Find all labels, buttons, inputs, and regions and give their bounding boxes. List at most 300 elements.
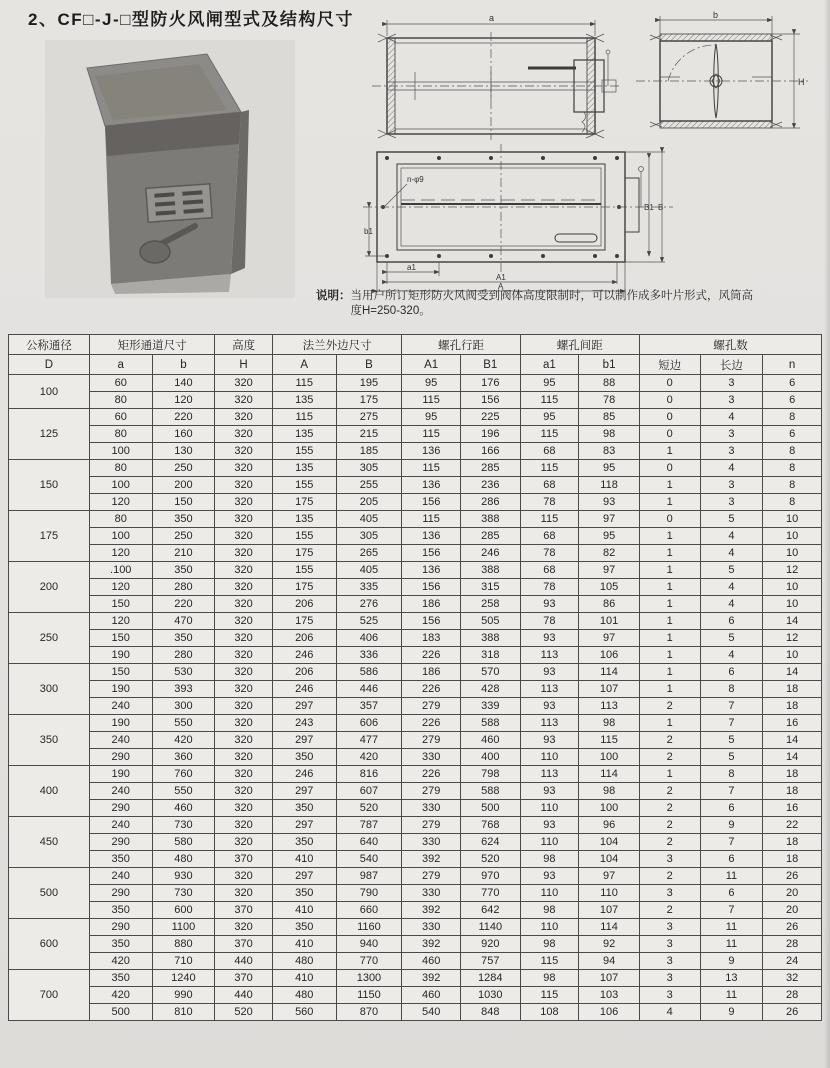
cell-value: 115 — [579, 732, 640, 749]
cell-value: 240 — [89, 698, 152, 715]
cell-value: 120 — [89, 579, 152, 596]
cell-value: 136 — [402, 443, 461, 460]
cell-value: 10 — [763, 647, 822, 664]
table-row — [9, 919, 822, 936]
table-row — [9, 664, 822, 681]
cell-value: 357 — [336, 698, 402, 715]
cell-value: 320 — [215, 460, 273, 477]
cell-value: 200 — [152, 477, 215, 494]
cell-value: 480 — [272, 987, 336, 1004]
cell-value: 101 — [579, 613, 640, 630]
cell-value: 1030 — [460, 987, 520, 1004]
cell-diameter: 600 — [9, 919, 90, 970]
cell-value: 115 — [520, 426, 579, 443]
cell-value: 226 — [402, 681, 461, 698]
cell-value: 2 — [639, 698, 700, 715]
col-B: B — [336, 355, 402, 375]
cell-value: 68 — [520, 562, 579, 579]
cell-value: 155 — [272, 443, 336, 460]
cell-value: 1 — [639, 664, 700, 681]
cell-value: 286 — [460, 494, 520, 511]
table-row — [9, 596, 822, 613]
cell-value: 320 — [215, 375, 273, 392]
cell-value: 276 — [336, 596, 402, 613]
cell-value: 588 — [460, 715, 520, 732]
cell-value: 104 — [579, 851, 640, 868]
cell-value: 406 — [336, 630, 402, 647]
cell-value: 215 — [336, 426, 402, 443]
cell-value: 94 — [579, 953, 640, 970]
table-row — [9, 953, 822, 970]
cell-value: 1 — [639, 443, 700, 460]
cell-value: 3 — [700, 443, 763, 460]
table-row — [9, 426, 822, 443]
note-line-1: 当用户所订矩形防火风阀受到阀体高度限制时，可以制作成多叶片形式，风筒高 — [350, 290, 753, 302]
cell-value: 2 — [639, 732, 700, 749]
cell-value: 175 — [272, 494, 336, 511]
cell-value: 113 — [520, 681, 579, 698]
cell-value: 98 — [579, 783, 640, 800]
cell-value: 155 — [272, 477, 336, 494]
cell-value: 183 — [402, 630, 461, 647]
cell-value: 3 — [700, 392, 763, 409]
cell-value: 3 — [700, 375, 763, 392]
cell-value: 5 — [700, 511, 763, 528]
cell-value: 68 — [520, 443, 579, 460]
cell-diameter: 350 — [9, 715, 90, 766]
col-long-side: 长边 — [700, 355, 763, 375]
table-row — [9, 1004, 822, 1021]
cell-value: 370 — [215, 851, 273, 868]
cell-value: 588 — [460, 783, 520, 800]
cell-value: 246 — [272, 766, 336, 783]
table-row — [9, 579, 822, 596]
cell-value: 460 — [402, 987, 461, 1004]
cell-value: 18 — [763, 766, 822, 783]
table-body — [9, 375, 822, 1021]
cell-value: 0 — [639, 426, 700, 443]
cell-value: 78 — [520, 494, 579, 511]
cell-value: 7 — [700, 698, 763, 715]
cell-value: 97 — [579, 562, 640, 579]
cell-value: 388 — [460, 511, 520, 528]
cell-value: 246 — [272, 647, 336, 664]
cell-value: 0 — [639, 375, 700, 392]
cell-value: 370 — [215, 936, 273, 953]
cell-value: 350 — [89, 936, 152, 953]
cell-value: 16 — [763, 715, 822, 732]
cell-value: 206 — [272, 664, 336, 681]
cell-value: 140 — [152, 375, 215, 392]
cell-value: 176 — [460, 375, 520, 392]
cell-value: 136 — [402, 528, 461, 545]
cell-value: 7 — [700, 715, 763, 732]
cell-value: 110 — [579, 885, 640, 902]
cell-value: 28 — [763, 936, 822, 953]
cell-value: 350 — [152, 511, 215, 528]
cell-value: 297 — [272, 817, 336, 834]
cell-value: 14 — [763, 613, 822, 630]
cell-value: 95 — [402, 375, 461, 392]
cell-value: 300 — [152, 698, 215, 715]
cell-value: 3 — [639, 919, 700, 936]
cell-value: 810 — [152, 1004, 215, 1021]
cell-value: 98 — [520, 902, 579, 919]
cell-value: 768 — [460, 817, 520, 834]
cell-value: 525 — [336, 613, 402, 630]
cell-value: 110 — [520, 834, 579, 851]
cell-value: 297 — [272, 698, 336, 715]
dimension-table — [8, 334, 822, 1021]
cell-value: 258 — [460, 596, 520, 613]
cell-value: .100 — [89, 562, 152, 579]
cell-value: 550 — [152, 783, 215, 800]
cell-value: 393 — [152, 681, 215, 698]
cell-value: 97 — [579, 868, 640, 885]
cell-value: 279 — [402, 783, 461, 800]
cell-value: 1 — [639, 647, 700, 664]
cell-value: 190 — [89, 647, 152, 664]
cell-value: 156 — [460, 392, 520, 409]
front-view-drawing — [363, 144, 673, 299]
cell-value: 265 — [336, 545, 402, 562]
cell-value: 6 — [700, 851, 763, 868]
cell-value: 5 — [700, 630, 763, 647]
cell-value: 305 — [336, 528, 402, 545]
cell-value: 225 — [460, 409, 520, 426]
cell-value: 0 — [639, 392, 700, 409]
cell-value: 520 — [460, 851, 520, 868]
cell-value: 275 — [336, 409, 402, 426]
cell-value: 100 — [579, 749, 640, 766]
cell-value: 18 — [763, 783, 822, 800]
table-row — [9, 647, 822, 664]
cell-value: 480 — [152, 851, 215, 868]
dim-b1-label: b1 — [364, 227, 373, 236]
cell-value: 0 — [639, 460, 700, 477]
cell-value: 120 — [152, 392, 215, 409]
cell-value: 106 — [579, 1004, 640, 1021]
cell-value: 18 — [763, 698, 822, 715]
cell-value: 1 — [639, 766, 700, 783]
cell-value: 11 — [700, 936, 763, 953]
cell-value: 279 — [402, 817, 461, 834]
cell-value: 280 — [152, 579, 215, 596]
cell-value: 150 — [89, 664, 152, 681]
cell-value: 120 — [89, 494, 152, 511]
cell-value: 370 — [215, 902, 273, 919]
cell-value: 8 — [700, 766, 763, 783]
cell-value: 330 — [402, 800, 461, 817]
cell-value: 500 — [89, 1004, 152, 1021]
cell-value: 7 — [700, 902, 763, 919]
cell-value: 816 — [336, 766, 402, 783]
col-b1: b1 — [579, 355, 640, 375]
table-row — [9, 987, 822, 1004]
cell-value: 93 — [520, 817, 579, 834]
cell-value: 82 — [579, 545, 640, 562]
cell-value: 95 — [579, 528, 640, 545]
cell-value: 440 — [215, 953, 273, 970]
table-row — [9, 868, 822, 885]
cell-value: 1 — [639, 715, 700, 732]
cell-value: 1160 — [336, 919, 402, 936]
cell-value: 8 — [763, 477, 822, 494]
cell-value: 2 — [639, 783, 700, 800]
header-sub-row — [9, 355, 822, 375]
cell-value: 240 — [89, 817, 152, 834]
cell-value: 115 — [520, 511, 579, 528]
cell-value: 6 — [763, 426, 822, 443]
cell-value: 107 — [579, 970, 640, 987]
cell-value: 520 — [215, 1004, 273, 1021]
cell-value: 166 — [460, 443, 520, 460]
cell-value: 405 — [336, 511, 402, 528]
cell-value: 93 — [520, 868, 579, 885]
cell-value: 320 — [215, 766, 273, 783]
cell-diameter: 150 — [9, 460, 90, 511]
cell-value: 440 — [215, 987, 273, 1004]
cell-value: 940 — [336, 936, 402, 953]
cell-value: 392 — [402, 902, 461, 919]
cell-value: 226 — [402, 715, 461, 732]
cell-value: 5 — [700, 562, 763, 579]
cell-value: 100 — [89, 477, 152, 494]
cell-value: 530 — [152, 664, 215, 681]
cell-value: 880 — [152, 936, 215, 953]
cell-value: 18 — [763, 851, 822, 868]
cell-value: 114 — [579, 766, 640, 783]
cell-value: 460 — [152, 800, 215, 817]
table-row — [9, 545, 822, 562]
cell-value: 10 — [763, 579, 822, 596]
cell-value: 115 — [272, 409, 336, 426]
col-group-duct: 矩形通道尺寸 — [89, 335, 214, 355]
cell-value: 210 — [152, 545, 215, 562]
cell-value: 6 — [700, 800, 763, 817]
cell-value: 186 — [402, 664, 461, 681]
cell-value: 420 — [336, 749, 402, 766]
cell-value: 246 — [272, 681, 336, 698]
cell-value: 1 — [639, 528, 700, 545]
cell-value: 107 — [579, 681, 640, 698]
cell-value: 78 — [520, 579, 579, 596]
cell-value: 392 — [402, 936, 461, 953]
cell-value: 115 — [520, 953, 579, 970]
cell-value: 320 — [215, 545, 273, 562]
cell-value: 250 — [152, 528, 215, 545]
cell-value: 320 — [215, 392, 273, 409]
col-H: H — [215, 355, 273, 375]
cell-value: 9 — [700, 817, 763, 834]
cell-value: 20 — [763, 902, 822, 919]
cell-value: 93 — [579, 494, 640, 511]
cell-value: 297 — [272, 732, 336, 749]
cell-value: 80 — [89, 511, 152, 528]
cell-diameter: 450 — [9, 817, 90, 868]
cell-value: 320 — [215, 562, 273, 579]
cell-value: 4 — [700, 545, 763, 562]
cell-value: 93 — [520, 596, 579, 613]
cell-value: 12 — [763, 630, 822, 647]
cell-value: 560 — [272, 1004, 336, 1021]
cell-value: 186 — [402, 596, 461, 613]
cell-value: 410 — [272, 936, 336, 953]
col-group-flange: 法兰外边尺寸 — [272, 335, 401, 355]
cell-value: 6 — [700, 664, 763, 681]
cell-value: 790 — [336, 885, 402, 902]
table-row — [9, 460, 822, 477]
cell-value: 1 — [639, 613, 700, 630]
cell-value: 88 — [579, 375, 640, 392]
cell-value: 135 — [272, 511, 336, 528]
cell-value: 155 — [272, 528, 336, 545]
cell-value: 586 — [336, 664, 402, 681]
cell-value: 290 — [89, 749, 152, 766]
cell-value: 1 — [639, 494, 700, 511]
cell-value: 760 — [152, 766, 215, 783]
cell-value: 520 — [336, 800, 402, 817]
cell-value: 1 — [639, 681, 700, 698]
cell-value: 93 — [520, 630, 579, 647]
cell-value: 190 — [89, 766, 152, 783]
cell-value: 3 — [700, 477, 763, 494]
cell-value: 250 — [152, 460, 215, 477]
table-row — [9, 613, 822, 630]
cell-value: 360 — [152, 749, 215, 766]
cell-value: 135 — [272, 392, 336, 409]
cell-value: 115 — [402, 511, 461, 528]
cell-value: 115 — [272, 375, 336, 392]
cell-value: 410 — [272, 970, 336, 987]
cell-value: 220 — [152, 596, 215, 613]
cell-value: 10 — [763, 511, 822, 528]
cell-value: 606 — [336, 715, 402, 732]
cell-value: 350 — [272, 800, 336, 817]
cell-diameter: 200 — [9, 562, 90, 613]
cell-value: 305 — [336, 460, 402, 477]
cell-value: 20 — [763, 885, 822, 902]
cell-value: 206 — [272, 630, 336, 647]
table-row — [9, 885, 822, 902]
dim-B1-label: B1 — [644, 203, 654, 212]
cell-value: 388 — [460, 630, 520, 647]
cell-value: 115 — [402, 426, 461, 443]
cell-value: 95 — [402, 409, 461, 426]
cell-value: 98 — [579, 715, 640, 732]
cell-value: 3 — [639, 987, 700, 1004]
col-B1: B1 — [460, 355, 520, 375]
cell-value: 190 — [89, 681, 152, 698]
cell-value: 113 — [579, 698, 640, 715]
cell-value: 320 — [215, 800, 273, 817]
cell-value: 320 — [215, 868, 273, 885]
cell-value: 410 — [272, 851, 336, 868]
cell-value: 757 — [460, 953, 520, 970]
cell-value: 600 — [152, 902, 215, 919]
cell-value: 240 — [89, 868, 152, 885]
cell-value: 175 — [272, 545, 336, 562]
cell-value: 392 — [402, 970, 461, 987]
cell-value: 710 — [152, 953, 215, 970]
cell-value: 98 — [520, 936, 579, 953]
col-a: a — [89, 355, 152, 375]
cell-value: 550 — [152, 715, 215, 732]
cell-value: 3 — [639, 970, 700, 987]
cell-value: 580 — [152, 834, 215, 851]
cell-value: 60 — [89, 409, 152, 426]
cell-value: 110 — [520, 749, 579, 766]
cell-value: 6 — [700, 613, 763, 630]
cell-diameter: 125 — [9, 409, 90, 460]
cell-value: 2 — [639, 749, 700, 766]
cell-value: 175 — [272, 613, 336, 630]
cell-value: 10 — [763, 528, 822, 545]
cell-value: 185 — [336, 443, 402, 460]
cell-value: 14 — [763, 732, 822, 749]
cell-value: 290 — [89, 834, 152, 851]
cell-value: 11 — [700, 919, 763, 936]
cell-value: 8 — [763, 409, 822, 426]
cell-diameter: 300 — [9, 664, 90, 715]
cell-value: 730 — [152, 817, 215, 834]
cell-value: 607 — [336, 783, 402, 800]
cell-value: 113 — [520, 715, 579, 732]
cell-value: 280 — [152, 647, 215, 664]
cell-value: 320 — [215, 477, 273, 494]
cell-value: 279 — [402, 868, 461, 885]
cell-value: 115 — [520, 460, 579, 477]
dim-A-label: A — [498, 282, 504, 291]
cell-value: 4 — [700, 460, 763, 477]
cell-value: 279 — [402, 698, 461, 715]
cell-value: 9 — [700, 953, 763, 970]
cell-value: 420 — [89, 953, 152, 970]
cell-value: 350 — [89, 902, 152, 919]
cell-value: 156 — [402, 613, 461, 630]
cell-value: 78 — [520, 545, 579, 562]
cell-diameter: 100 — [9, 375, 90, 409]
cell-value: 10 — [763, 596, 822, 613]
col-group-height: 高度 — [215, 335, 273, 355]
cell-diameter: 400 — [9, 766, 90, 817]
cell-value: 16 — [763, 800, 822, 817]
cell-value: 108 — [520, 1004, 579, 1021]
col-group-hole-count: 螺孔数 — [639, 335, 821, 355]
cell-value: 1 — [639, 596, 700, 613]
table-row — [9, 511, 822, 528]
cell-value: 220 — [152, 409, 215, 426]
header-group-row — [9, 335, 822, 355]
cell-value: 5 — [700, 749, 763, 766]
cell-value: 106 — [579, 647, 640, 664]
cell-value: 320 — [215, 732, 273, 749]
cell-value: 190 — [89, 715, 152, 732]
table-row — [9, 783, 822, 800]
cell-value: 120 — [89, 613, 152, 630]
cell-value: 115 — [402, 460, 461, 477]
table-row — [9, 800, 822, 817]
cell-value: 320 — [215, 630, 273, 647]
cell-value: 540 — [402, 1004, 461, 1021]
cell-value: 98 — [520, 851, 579, 868]
side-view-drawing — [370, 10, 622, 149]
cell-value: 32 — [763, 970, 822, 987]
cell-value: 78 — [520, 613, 579, 630]
cell-value: 1 — [639, 545, 700, 562]
cell-value: 114 — [579, 664, 640, 681]
cell-value: 460 — [402, 953, 461, 970]
